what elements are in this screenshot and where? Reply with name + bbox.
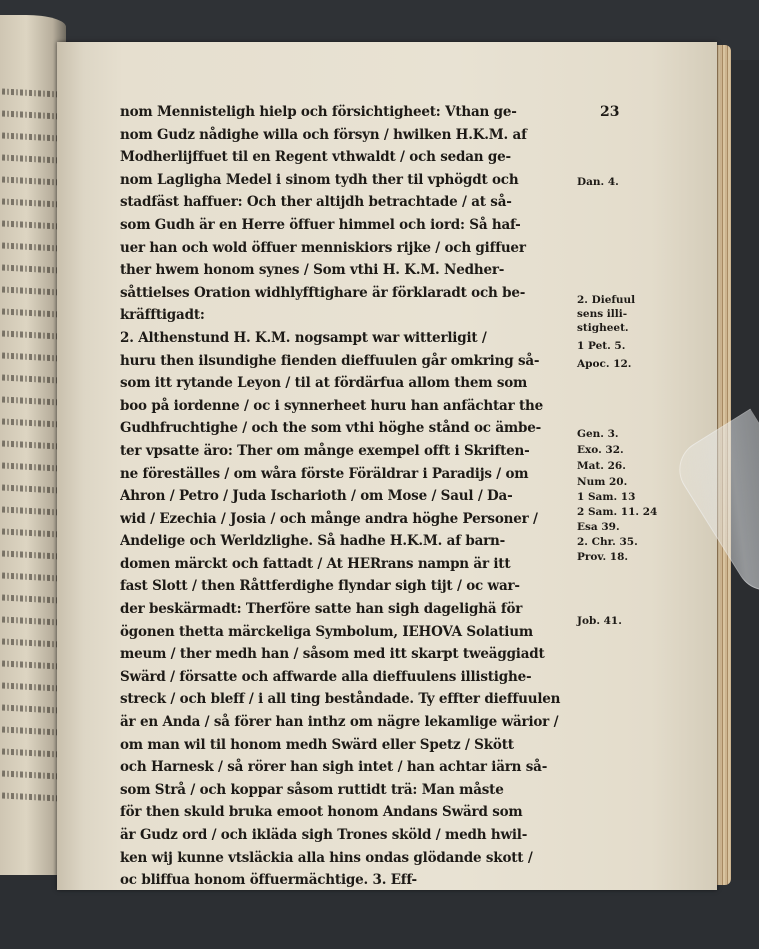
margin-note: 2 Sam. 11. 24 [577, 506, 658, 518]
text-line: wid / Ezechia / Josia / och månge andra höghe Personer / [120, 510, 538, 527]
text-line: boo på iordenne / oc i synnerheet huru han anfächtar the [120, 397, 544, 414]
text-line: ögonen thetta märckeliga Symbolum, IEHOVA Solatium [120, 623, 533, 640]
text-line: domen märckt och fattadt / At HERrans nampn är itt [120, 555, 511, 572]
text-line: är Gudz ord / och ikläda sigh Trones sköld / medh hwil- [120, 827, 528, 843]
text-line: Ahron / Petro / Juda Ischarioth / om Mose / Saul / Da- [120, 488, 513, 505]
text-line: ken wij kunne vtsläckia alla hins ondas glödande skott / [120, 849, 533, 866]
text-line: Swärd / försatte och affwarde alla dieffuulens illistighe- [120, 668, 532, 685]
text-line: kräfftigadt: [120, 307, 205, 324]
text-line: uer han och wold öffuer menniskiors rijke / och giffuer [120, 239, 526, 256]
text-line: nom Mennisteligh hielp och försichtigheet: Vthan ge- [120, 104, 517, 120]
text-line: Andelige och Werldzlighe. Så hadhe H.K.M. af barn- [120, 533, 506, 550]
text-line: der beskärmadt: Therföre satte han sigh dagelighä för [120, 601, 523, 618]
margin-note: 2. Chr. 35. [577, 536, 638, 548]
margin-note: Dan. 4. [577, 176, 619, 188]
text-line: som Gudh är en Herre öffuer himmel och iord: Så haf- [120, 216, 521, 233]
text-line: nom Gudz nådighe willa och försyn / hwilken H.K.M. af [120, 126, 527, 143]
margin-note: Job. 41. [577, 615, 622, 627]
margin-note: sens illi- [577, 308, 628, 320]
text-line: stadfäst haffuer: Och ther altijdh betrachtade / at så- [120, 194, 512, 211]
text-line: är en Anda / så förer han inthz om nägre lekamlige wärior / [120, 714, 559, 731]
text-line: oc bliffua honom öffuermächtige. 3. Eff- [120, 872, 417, 889]
margin-note: Esa 39. [577, 521, 620, 533]
text-line: Gudhfruchtighe / och the som vthi höghe stånd oc ämbe- [120, 420, 541, 437]
margin-note: Mat. 26. [577, 460, 626, 472]
text-line: som itt rytande Leyon / til at fördärfua allom them som [120, 375, 528, 392]
text-line: ther hwem honom synes / Som vthi H. K.M. Nedher- [120, 262, 505, 279]
text-line: som Strå / och koppar såsom ruttidt trä: Man måste [120, 781, 504, 798]
text-line: för then skuld bruka emoot honom Andans Swärd som [120, 804, 523, 821]
margin-note: 1 Pet. 5. [577, 340, 626, 352]
margin-note: Apoc. 12. [577, 358, 632, 370]
text-line: nom Lagligha Medel i sinom tydh ther til vphögdt och [120, 171, 519, 188]
text-line: om man wil til honom medh Swärd eller Spetz / Skött [120, 736, 514, 753]
margin-note: Gen. 3. [577, 428, 619, 440]
text-line: 2. Althenstund H. K.M. nogsampt war witterligit / [120, 329, 487, 346]
text-line: streck / och bleff / i all ting beståndade. Ty effter dieffuulen [120, 691, 561, 708]
margin-note: 1 Sam. 13 [577, 491, 636, 503]
body-text [120, 101, 575, 892]
text-line: meum / ther medh han / såsom med itt skarpt tweäggiadt [120, 646, 545, 663]
margin-note: Num 20. [577, 476, 628, 488]
margin-note: 2. Diefuul [577, 294, 636, 306]
text-line: ne föreställes / om wåra förste Föräldrar i Paradijs / om [120, 465, 529, 482]
margin-note: stigheet. [577, 322, 629, 334]
text-line: såttielses Oration widhlyfftighare är förklaradt och be- [120, 284, 526, 301]
page-number: 23 [600, 104, 620, 120]
margin-note: Prov. 18. [577, 551, 629, 563]
margin-note: Exo. 32. [577, 444, 624, 456]
text-line: fast Slott / then Råttferdighe flyndar sigh tijt / oc war- [120, 578, 520, 595]
text-line: Modherlijffuet til en Regent vthwaldt / och sedan ge- [120, 149, 511, 166]
text-line: ter vpsatte äro: Ther om månge exempel offt i Skriften- [120, 442, 530, 459]
text-line: och Harnesk / så rörer han sigh intet / han achtar iärn så- [120, 759, 548, 776]
text-line: huru then ilsundighe fienden dieffuulen går omkring så- [120, 352, 540, 369]
